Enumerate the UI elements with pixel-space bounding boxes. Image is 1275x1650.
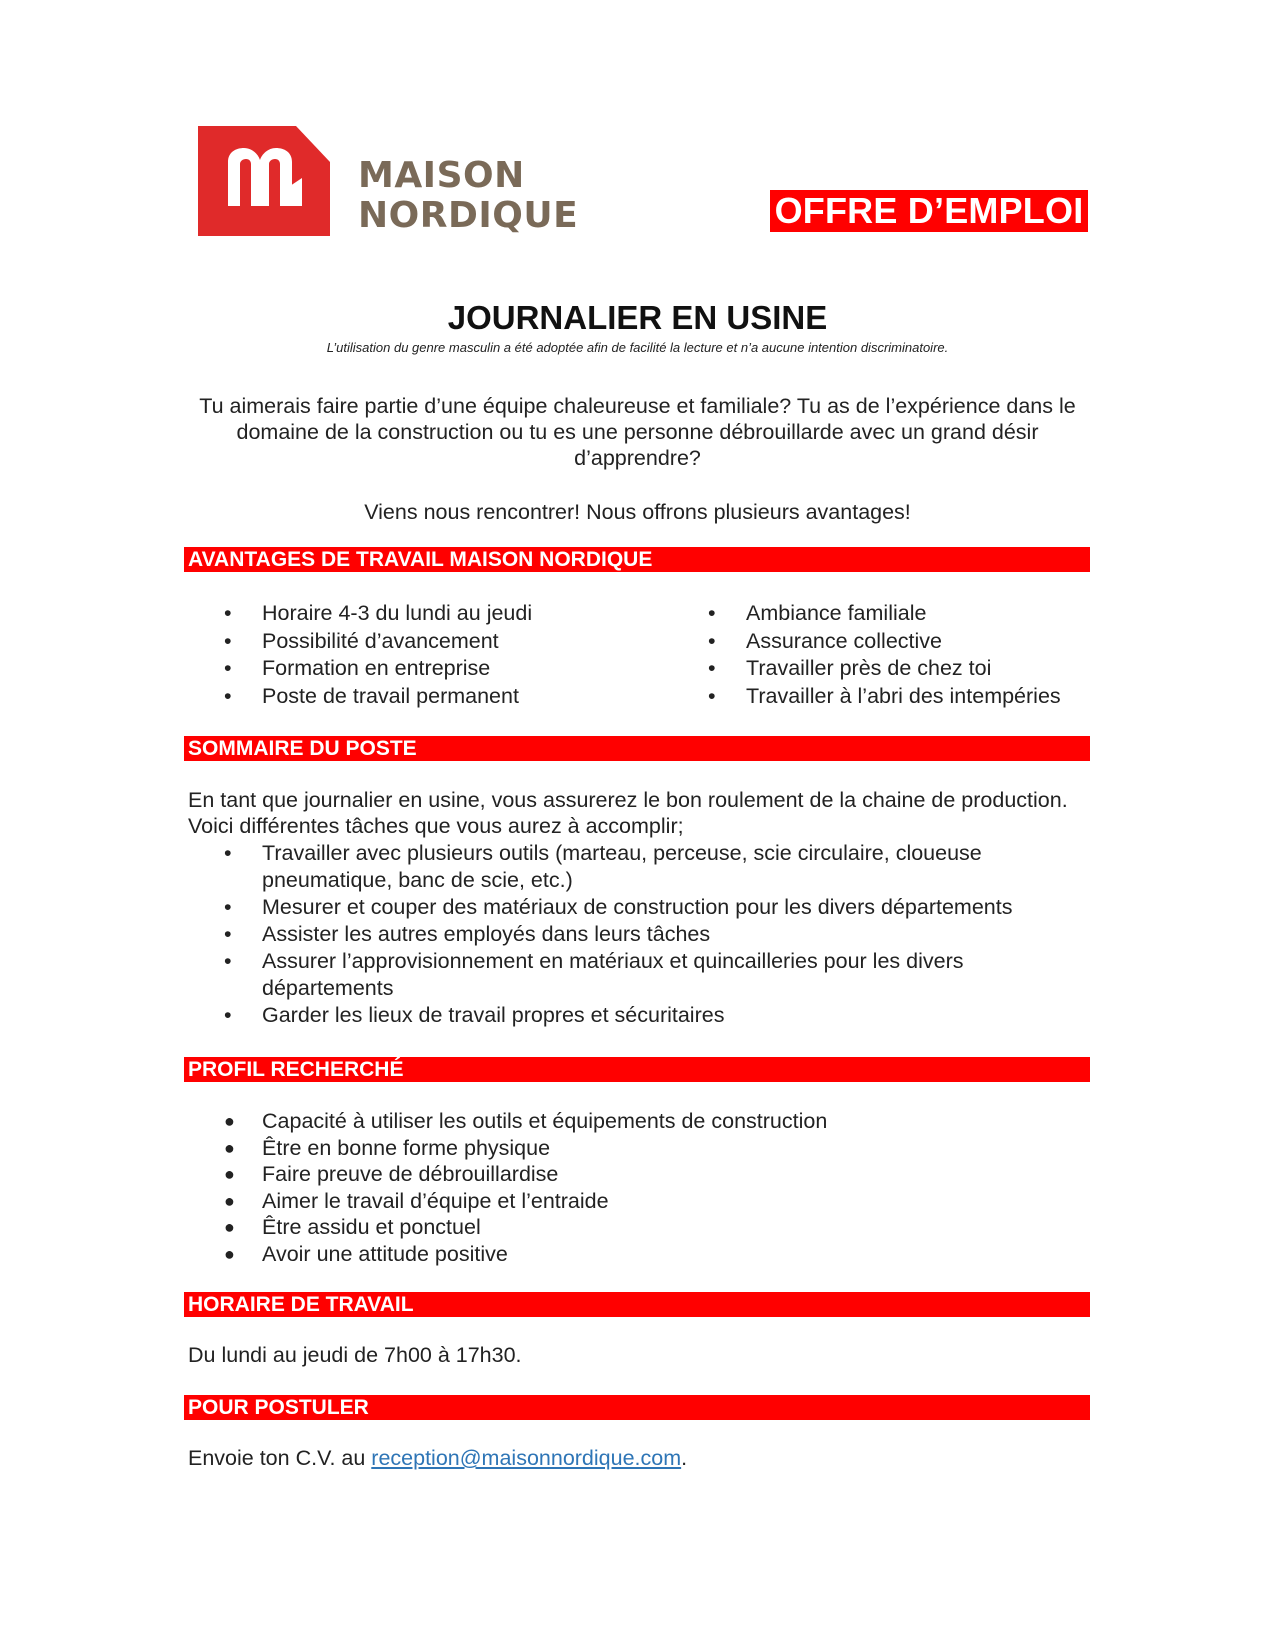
list-item: • Mesurer et couper des matériaux de construction pour les divers départements: [224, 895, 1013, 919]
section-heading-sommaire: SOMMAIRE DU POSTE: [184, 736, 1090, 761]
section-heading-horaire: HORAIRE DE TRAVAIL: [184, 1292, 1090, 1317]
section-heading-profil: PROFIL RECHERCHÉ: [184, 1057, 1090, 1082]
sommaire-task-list: [186, 840, 1066, 1029]
postuler-text-after: .: [681, 1446, 688, 1470]
list-item: ● Capacité à utiliser les outils et équipements de construction: [224, 1109, 828, 1133]
email-link[interactable]: reception@maisonnordique.com: [371, 1446, 682, 1470]
bullet-icon: •: [708, 601, 716, 625]
list-item: • Garder les lieux de travail propres et sécuritaires: [224, 1003, 725, 1027]
bullet-icon: •: [224, 895, 232, 919]
list-item: • Possibilité d’avancement: [186, 628, 646, 656]
bullet-icon: ●: [224, 1137, 235, 1158]
intro-paragraph: Tu aimerais faire partie d’une équipe chaleureuse et familiale? Tu as de l’expérience dans le domaine de la construction ou tu es une personne débrouillarde avec un grand désir d’apprendre?: [199, 394, 1076, 470]
postuler-text-before: Envoie ton C.V. au: [188, 1446, 372, 1470]
bullet-icon: •: [224, 1003, 232, 1027]
list-item: ● Avoir une attitude positive: [224, 1241, 508, 1266]
list-item: • Assurance collective: [670, 628, 1090, 656]
bullet-icon: •: [708, 656, 716, 680]
bullet-icon: •: [224, 683, 232, 708]
company-logo: [198, 126, 579, 238]
page-title: JOURNALIER EN USINE: [447, 299, 828, 336]
section-heading-avantages: AVANTAGES DE TRAVAIL MAISON NORDIQUE: [184, 547, 1090, 572]
list-item: • Travailler avec plusieurs outils (marteau, perceuse, scie circulaire, cloueuse pneumatique, banc de scie, etc.): [224, 841, 982, 892]
logo-wordmark: [358, 156, 578, 236]
bullet-icon: •: [708, 683, 716, 708]
postuler-text: [188, 1445, 1068, 1471]
avantages-list-left: [186, 600, 646, 710]
list-item: • Assurer l’approvisionnement en matériaux et quincailleries pour les divers départements: [224, 949, 964, 1000]
job-offer-badge: OFFRE D’EMPLOI: [770, 190, 1088, 232]
logo-line-2: NORDIQUE: [358, 195, 579, 236]
logo-line-1: MAISON: [358, 155, 525, 196]
profil-list: [186, 1108, 1066, 1267]
list-item: • Formation en entreprise: [186, 655, 646, 683]
bullet-icon: •: [224, 922, 232, 946]
maison-nordique-logo-icon: [198, 126, 330, 236]
bullet-icon: •: [224, 601, 232, 625]
list-item: ● Être assidu et ponctuel: [224, 1215, 481, 1239]
bullet-icon: •: [224, 656, 232, 680]
gender-disclaimer: L’utilisation du genre masculin a été adoptée afin de facilité la lecture et n’a aucune intention discriminatoire.: [326, 340, 949, 355]
bullet-icon: •: [224, 841, 232, 865]
list-item: ● Aimer le travail d’équipe et l’entraide: [224, 1188, 609, 1213]
list-item: • Travailler près de chez toi: [670, 655, 1090, 683]
bullet-icon: ●: [224, 1111, 235, 1131]
list-item: • Assister les autres employés dans leurs tâches: [224, 922, 711, 946]
list-item: • Horaire 4-3 du lundi au jeudi: [186, 600, 646, 628]
avantages-list-right: [670, 600, 1090, 710]
sommaire-intro: En tant que journalier en usine, vous assurerez le bon roulement de la chaine de production. Voici différentes tâches que vous aurez à accomplir;: [188, 788, 1068, 838]
bullet-icon: •: [224, 949, 232, 973]
bullet-icon: •: [708, 628, 716, 653]
intro-call: Viens nous rencontrer! Nous offrons plusieurs avantages!: [364, 500, 911, 524]
bullet-icon: ●: [224, 1190, 235, 1211]
bullet-icon: •: [224, 628, 232, 653]
list-item: • Travailler à l’abri des intempéries: [670, 683, 1090, 711]
list-item: ● Être en bonne forme physique: [224, 1135, 551, 1160]
list-item: • Ambiance familiale: [670, 600, 1090, 628]
section-heading-postuler: POUR POSTULER: [184, 1395, 1090, 1420]
bullet-icon: ●: [224, 1243, 235, 1264]
horaire-text: Du lundi au jeudi de 7h00 à 17h30.: [188, 1343, 522, 1367]
bullet-icon: ●: [224, 1217, 235, 1237]
list-item: ● Faire preuve de débrouillardise: [224, 1162, 559, 1186]
bullet-icon: ●: [224, 1164, 235, 1184]
list-item: • Poste de travail permanent: [186, 683, 646, 711]
